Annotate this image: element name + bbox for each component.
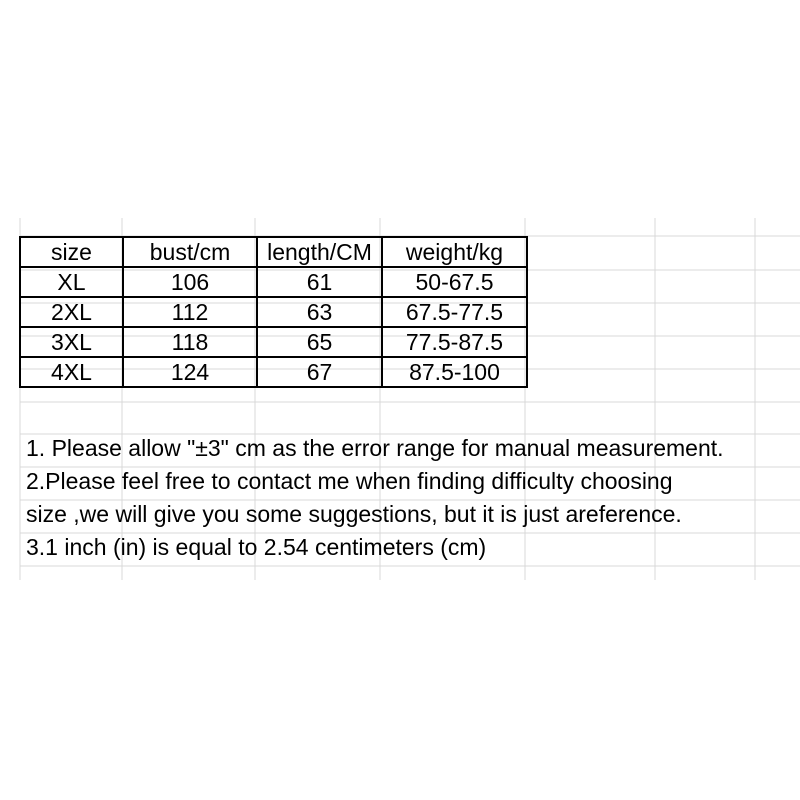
- cell-weight: 50-67.5: [382, 267, 527, 297]
- table-row: [20, 357, 527, 387]
- cell-bust: 118: [123, 327, 257, 357]
- table-row: [20, 297, 527, 327]
- cell-length: 67: [257, 357, 382, 387]
- note-2-line-2: size ,we will give you some suggestions, but it is just areference.: [26, 501, 682, 527]
- note-2-line-1: 2.Please feel free to contact me when finding difficulty choosing: [26, 468, 673, 494]
- cell-length: 61: [257, 267, 382, 297]
- cell-bust: 124: [123, 357, 257, 387]
- cell-size: 3XL: [20, 327, 123, 357]
- cell-weight: 87.5-100: [382, 357, 527, 387]
- header-length: length/CM: [257, 237, 382, 267]
- cell-size: XL: [20, 267, 123, 297]
- header-weight: weight/kg: [382, 237, 527, 267]
- table-header-row: [20, 237, 527, 267]
- header-bust: bust/cm: [123, 237, 257, 267]
- cell-size: 4XL: [20, 357, 123, 387]
- cell-bust: 106: [123, 267, 257, 297]
- header-size: size: [20, 237, 123, 267]
- cell-weight: 67.5-77.5: [382, 297, 527, 327]
- cell-size: 2XL: [20, 297, 123, 327]
- note-1: 1. Please allow "±3" cm as the error range for manual measurement.: [26, 435, 724, 461]
- note-3: 3.1 inch (in) is equal to 2.54 centimeters (cm): [26, 534, 487, 560]
- cell-length: 63: [257, 297, 382, 327]
- cell-weight: 77.5-87.5: [382, 327, 527, 357]
- size-chart-table: [19, 236, 528, 388]
- table-row: [20, 267, 527, 297]
- table-row: [20, 327, 527, 357]
- cell-length: 65: [257, 327, 382, 357]
- cell-bust: 112: [123, 297, 257, 327]
